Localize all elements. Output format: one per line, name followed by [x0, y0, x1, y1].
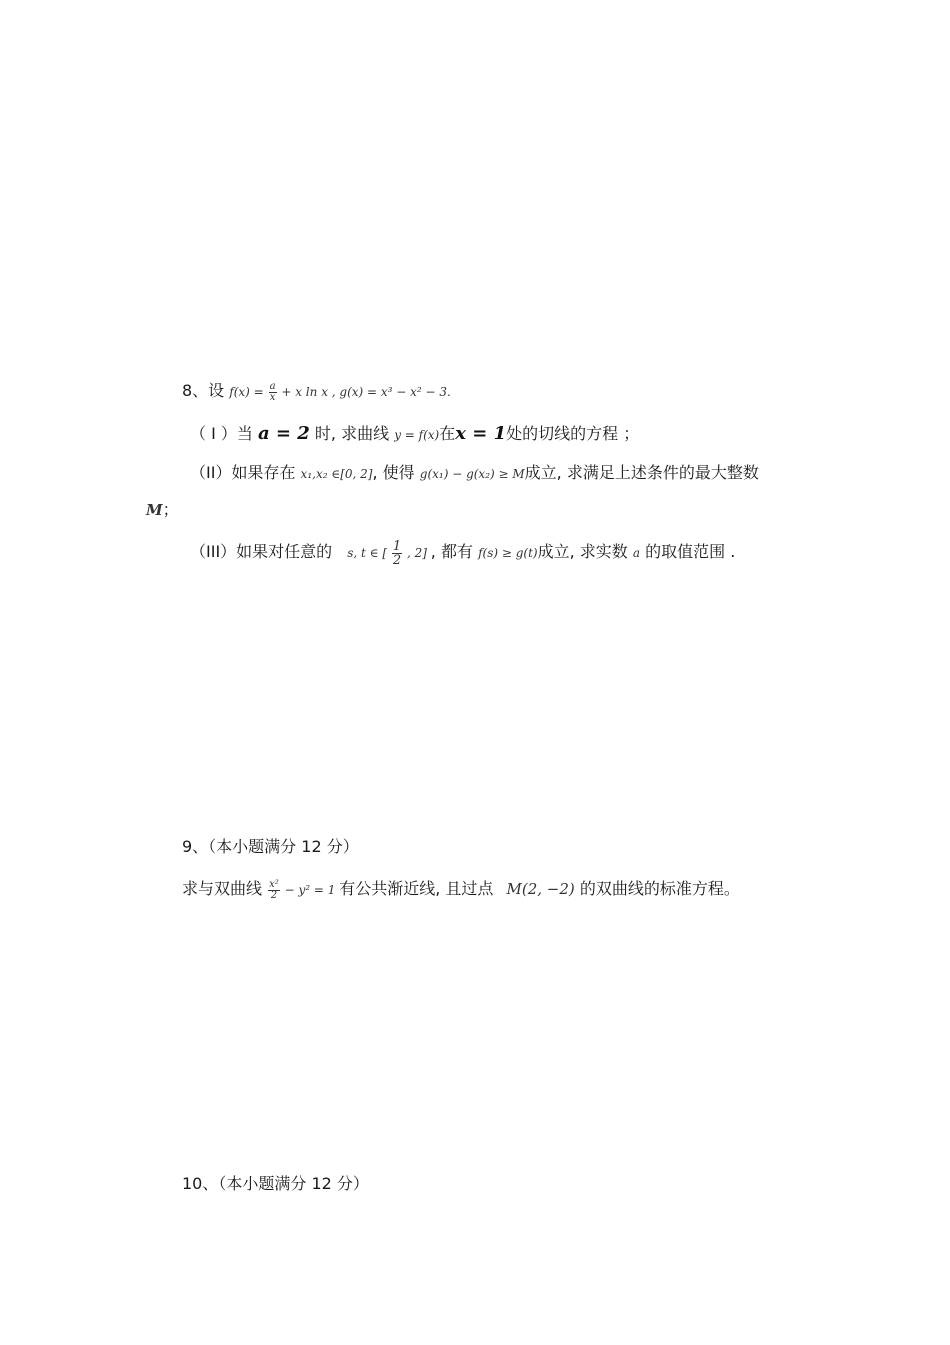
q8-part3-text3: 的取值范围 .	[645, 542, 736, 561]
q8-part3-cond-post: , 2]	[407, 546, 427, 560]
q8-line	[182, 379, 451, 404]
q8-f-def: f(x) =	[229, 385, 264, 399]
q8-part2-end: ；	[162, 500, 179, 519]
q8-part3-fraction	[392, 540, 402, 567]
q9-text3: 的双曲线的标准方程。	[579, 879, 740, 898]
q8-part3-roman: （III）如果对任意的	[190, 542, 333, 561]
q8-part1	[190, 422, 639, 447]
q8-part3-cond-pre: s, t ∈ [	[347, 546, 388, 560]
q8-part3-frac-num: 1	[392, 539, 402, 554]
q8-part1-text1: 时, 求曲线	[314, 424, 390, 443]
q8-part2-text1: , 使得	[372, 463, 415, 482]
q8-number: 8、设	[182, 381, 225, 400]
q8-part1-cond: a = 2	[258, 423, 310, 444]
q8-part1-text2: 在	[439, 424, 456, 443]
q8-part1-roman: （ I ）当	[190, 424, 253, 443]
q9-frac-den: 2	[270, 890, 278, 901]
q9-fraction	[268, 880, 280, 901]
q8-frac-num: a	[269, 381, 276, 392]
q10-header: 10、（本小题满分 12 分）	[182, 1174, 369, 1193]
q8-part2-cond: x₁,x₂ ∈[0, 2]	[300, 467, 373, 481]
q9-equation	[267, 879, 339, 901]
q8-part2-var: M	[146, 501, 163, 519]
q8-frac-den: x	[269, 392, 276, 403]
q8-part2-roman: （II）如果存在	[190, 463, 296, 482]
q8-part2-text2: 成立, 求满足上述条件的最大整数	[524, 463, 759, 482]
q9-body	[182, 877, 740, 902]
q8-part3-cond	[347, 539, 431, 568]
q9-text1: 求与双曲线	[182, 879, 263, 898]
q8-part2	[190, 461, 759, 486]
q9-eq-rest: − y² = 1	[284, 883, 336, 897]
q8-part3-text2: 成立, 求实数	[537, 542, 628, 561]
q8-part3-var: a	[632, 546, 641, 560]
q8-g-def: + x ln x , g(x) = x³ − x² − 3.	[281, 385, 451, 399]
q9-point: M(2, −2)	[506, 880, 575, 898]
q8-given	[229, 381, 451, 403]
q9-text2: 有公共渐近线, 且过点	[339, 879, 494, 898]
q8-part2-ineq: g(x₁) − g(x₂) ≥ M	[419, 467, 525, 481]
q8-part3	[190, 540, 735, 567]
q8-part3-ineq: f(s) ≥ g(t)	[478, 546, 538, 560]
q9-frac-num: x²	[269, 879, 279, 890]
q8-part1-point: x = 1	[455, 423, 507, 444]
q8-fraction	[269, 382, 277, 403]
q8-part3-frac-den: 2	[392, 553, 402, 568]
q8-part2-cont	[146, 498, 179, 522]
q9-header: 9、（本小题满分 12 分）	[182, 837, 359, 856]
q8-part1-text3: 处的切线的方程 ；	[506, 424, 640, 443]
q8-part1-curve: y = f(x)	[394, 428, 440, 442]
q8-part3-text1: , 都有	[430, 542, 473, 561]
